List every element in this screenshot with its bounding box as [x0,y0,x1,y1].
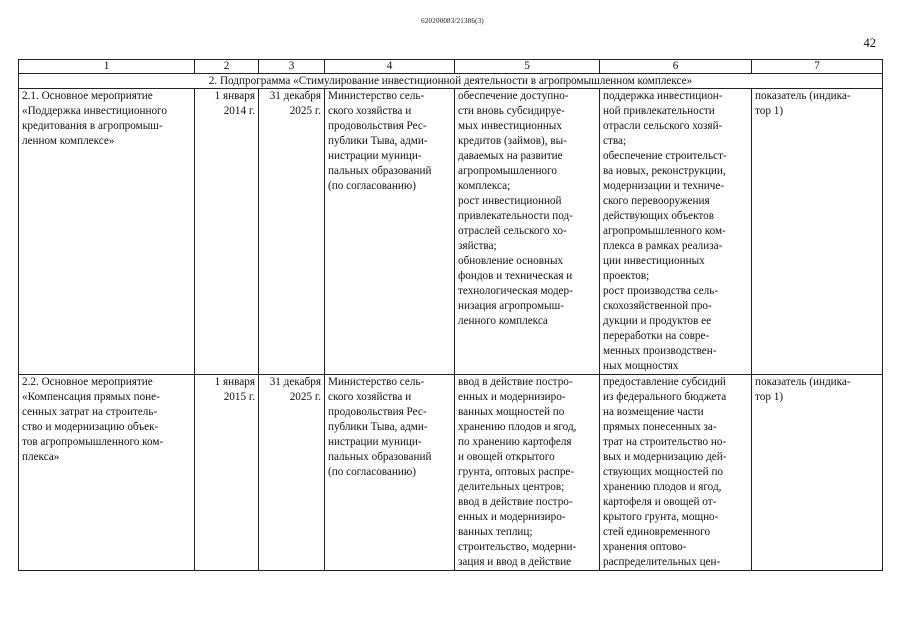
cell-text-line: 2025 г. [289,391,321,403]
cell-text-line: ленном комплексе» [22,135,115,147]
subprogram-row [19,74,883,89]
cell-text-line: обеспечение строительст- [603,150,727,162]
table-row [19,89,883,375]
cell-text-line: показатель (индика- [755,90,851,102]
cell-text-line: обеспечение доступно- [458,90,569,102]
cell-text-line: «Компенсация прямых поне- [22,391,160,403]
column-number: 1 [19,60,195,74]
cell-text-line: енных и модернизиро- [458,511,566,523]
cell-text-line: зация и ввод в действие [458,556,572,568]
executor-cell [325,89,455,375]
executor-cell [325,375,455,571]
cell-text-line: крытого грунта, мощно- [603,511,719,523]
cell-text-line: 2014 г. [223,105,255,117]
cell-text-line: (по согласованию) [328,180,416,192]
cell-text-line: привлекательности под- [458,210,573,222]
column-number: 6 [600,60,752,74]
cell-text-line: тор 1) [755,391,784,403]
cell-text-line: ленного комплекса [458,315,548,327]
activities-table [18,59,883,571]
cell-text-line: стей единовременного [603,526,711,538]
cell-text-line: 2.1. Основное мероприятие [22,90,153,102]
end-date-cell [259,89,325,375]
cell-text-line: 1 января [214,376,255,388]
cell-text-line: тор 1) [755,105,784,117]
cell-text-line: ва новых, реконструкции, [603,165,726,177]
cell-text-line: хранению плодов и ягод, [603,481,722,493]
activity-cell [19,375,195,571]
cell-text-line: показатель (индика- [755,376,851,388]
cell-text-line: ского перевооружения [603,195,710,207]
main-directions-cell [600,89,752,375]
cell-text-line: (по согласованию) [328,466,416,478]
cell-text-line: ствующих мощностей по [603,466,724,478]
cell-text-line: пальных образований [328,165,432,177]
cell-text-line: модернизации и техниче- [603,180,725,192]
cell-text-line: ввод в действие постро- [458,496,573,508]
cell-text-line: ввод в действие постро- [458,376,573,388]
cell-text-line: 31 декабря [269,90,321,102]
cell-text-line: действующих объектов [603,210,715,222]
cell-text-line: плекса в рамках реализа- [603,240,723,252]
column-number: 4 [325,60,455,74]
cell-text-line: фондов и техническая и [458,270,573,282]
activity-cell [19,89,195,375]
cell-text-line: ной привлекательности [603,105,715,117]
cell-text-line: агропромышленного ком- [603,225,726,237]
indicator-link-cell [752,89,883,375]
end-date-cell [259,375,325,571]
cell-text-line: ского хозяйства и [328,391,412,403]
cell-text-line: сти вновь субсидируе- [458,105,565,117]
cell-text-line: ных мощностях [603,360,679,372]
column-number: 7 [752,60,883,74]
expected-result-cell [455,89,600,375]
cell-text-line: картофеля и овощей от- [603,496,717,508]
subprogram-title: 2. Подпрограмма «Стимулирование инвестиционной деятельности в агропромышленном комплексе» [19,74,883,89]
cell-text-line: делительных центров; [458,481,565,493]
cell-text-line: переработки на совре- [603,330,710,342]
expected-result-cell [455,375,600,571]
cell-text-line: кредитования в агропромыш- [22,120,163,132]
cell-text-line: рост инвестиционной [458,195,562,207]
cell-text-line: дукции и продуктов ее [603,315,712,327]
cell-text-line: агропромышленного [458,165,557,177]
cell-text-line: прямых понесенных за- [603,421,717,433]
cell-text-line: ванных мощностей по [458,406,565,418]
cell-text-line: и овощей открытого [458,451,555,463]
cell-text-line: енных и модернизиро- [458,391,566,403]
page-number: 42 [863,36,876,50]
column-number: 3 [259,60,325,74]
cell-text-line: сенных затрат на строитель- [22,406,158,418]
cell-text-line: ства; [603,135,627,147]
cell-text-line: проектов; [603,270,650,282]
cell-text-line: менных производствен- [603,345,717,357]
cell-text-line: отраслей сельского хо- [458,225,567,237]
cell-text-line: кредитов (займов), вы- [458,135,567,147]
start-date-cell [195,89,259,375]
cell-text-line: зяйства; [458,240,497,252]
cell-text-line: вых и модернизацию дей- [603,451,727,463]
cell-text-line: 1 января [214,90,255,102]
cell-text-line: распределительных цен- [603,556,721,568]
cell-text-line: ции инвестиционных [603,255,705,267]
cell-text-line: нистрации муници- [328,436,422,448]
cell-text-line: ство и модернизацию объек- [22,421,159,433]
cell-text-line: Министерство сель- [328,90,425,102]
cell-text-line: обновление основных [458,255,564,267]
cell-text-line: по хранению картофеля [458,436,572,448]
cell-text-line: грунта, оптовых распре- [458,466,575,478]
cell-text-line: скохозяйственной про- [603,300,712,312]
cell-text-line: нистрации муници- [328,150,422,162]
cell-text-line: строительство, модерни- [458,541,577,553]
cell-text-line: «Поддержка инвестиционного [22,105,167,117]
cell-text-line: 31 декабря [269,376,321,388]
cell-text-line: предоставление субсидий [603,376,726,388]
document-code: 620200083/21386(3) [421,17,484,25]
indicator-link-cell [752,375,883,571]
cell-text-line: отрасли сельского хозяй- [603,120,723,132]
cell-text-line: тов агропромышленного ком- [22,436,164,448]
cell-text-line: ского хозяйства и [328,105,412,117]
cell-text-line: пальных образований [328,451,432,463]
table-row [19,375,883,571]
cell-text-line: технологическая модер- [458,285,573,297]
column-number-row [19,60,883,74]
cell-text-line: мых инвестиционных [458,120,562,132]
cell-text-line: 2.2. Основное мероприятие [22,376,153,388]
cell-text-line: трат на строительство но- [603,436,727,448]
cell-text-line: поддержка инвестицион- [603,90,723,102]
cell-text-line: из федерального бюджета [603,391,727,403]
start-date-cell [195,375,259,571]
cell-text-line: Министерство сель- [328,376,425,388]
cell-text-line: низация агропромыш- [458,300,564,312]
cell-text-line: 2015 г. [223,391,255,403]
main-directions-cell [600,375,752,571]
cell-text-line: плекса» [22,451,60,463]
cell-text-line: даваемых на развитие [458,150,563,162]
column-number: 5 [455,60,600,74]
cell-text-line: рост производства сель- [603,285,719,297]
cell-text-line: комплекса; [458,180,511,192]
cell-text-line: публики Тыва, адми- [328,135,428,147]
cell-text-line: ванных теплиц; [458,526,533,538]
cell-text-line: продовольствия Рес- [328,406,427,418]
cell-text-line: публики Тыва, адми- [328,421,428,433]
cell-text-line: продовольствия Рес- [328,120,427,132]
cell-text-line: хранения оптово- [603,541,687,553]
cell-text-line: на возмещение части [603,406,704,418]
column-number: 2 [195,60,259,74]
cell-text-line: хранению плодов и ягод, [458,421,577,433]
cell-text-line: 2025 г. [289,105,321,117]
